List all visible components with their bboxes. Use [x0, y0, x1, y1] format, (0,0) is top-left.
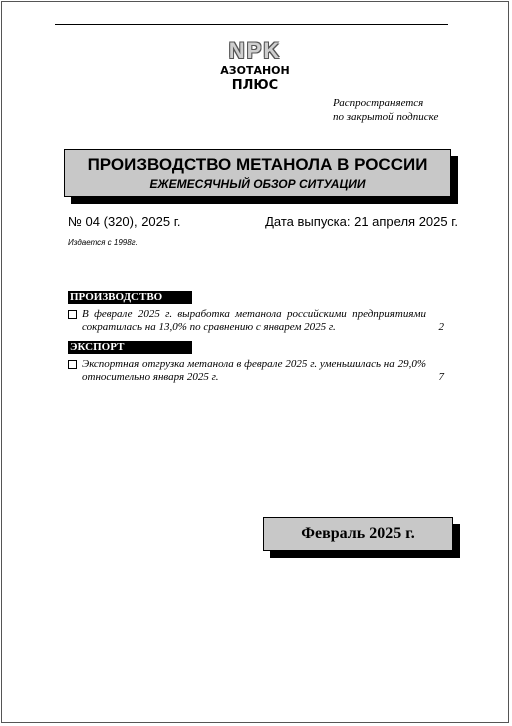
- period-box: Февраль 2025 г.: [263, 517, 453, 551]
- checkbox-bullet-icon: [68, 310, 77, 319]
- logo-azot-text: АЗОТАНОН: [220, 64, 290, 77]
- published-since: Издается с 1998г.: [68, 238, 138, 247]
- top-rule: [55, 24, 448, 25]
- section-heading-production: ПРОИЗВОДСТВО: [68, 291, 192, 304]
- list-item: [68, 308, 448, 334]
- distribution-note: [333, 96, 463, 124]
- list-item: [68, 358, 448, 384]
- distribution-line-2: по закрытой подписке: [333, 111, 439, 123]
- release-date: Дата выпуска: 21 апреля 2025 г.: [265, 214, 458, 229]
- section-heading-export: ЭКСПОРТ: [68, 341, 192, 354]
- section-production: [68, 291, 448, 334]
- item-page-number: 2: [438, 321, 444, 333]
- section-export: [68, 341, 448, 384]
- page-title: ПРОИЗВОДСТВО МЕТАНОЛА В РОССИИ: [87, 155, 428, 174]
- logo-plus-text: ПЛЮС: [231, 78, 279, 93]
- title-box: [64, 149, 451, 197]
- distribution-line-1: Распространяется: [333, 97, 424, 109]
- publisher-logo: [200, 38, 310, 94]
- logo-npk-text: NPK: [228, 38, 282, 63]
- issue-number: № 04 (320), 2025 г.: [68, 214, 181, 229]
- page-subtitle: ЕЖЕМЕСЯЧНЫЙ ОБЗОР СИТУАЦИИ: [149, 177, 366, 191]
- item-summary: Экспортная отгрузка метанола в феврале 2025 г. уменьшилась на 29,0% относительно января 2025 г.: [82, 358, 426, 383]
- item-summary: В феврале 2025 г. выработка метанола российскими предприятиями сократилась на 13,0% по сравнению с январем 2025 г.: [82, 308, 426, 333]
- item-page-number: 7: [438, 371, 444, 383]
- checkbox-bullet-icon: [68, 360, 77, 369]
